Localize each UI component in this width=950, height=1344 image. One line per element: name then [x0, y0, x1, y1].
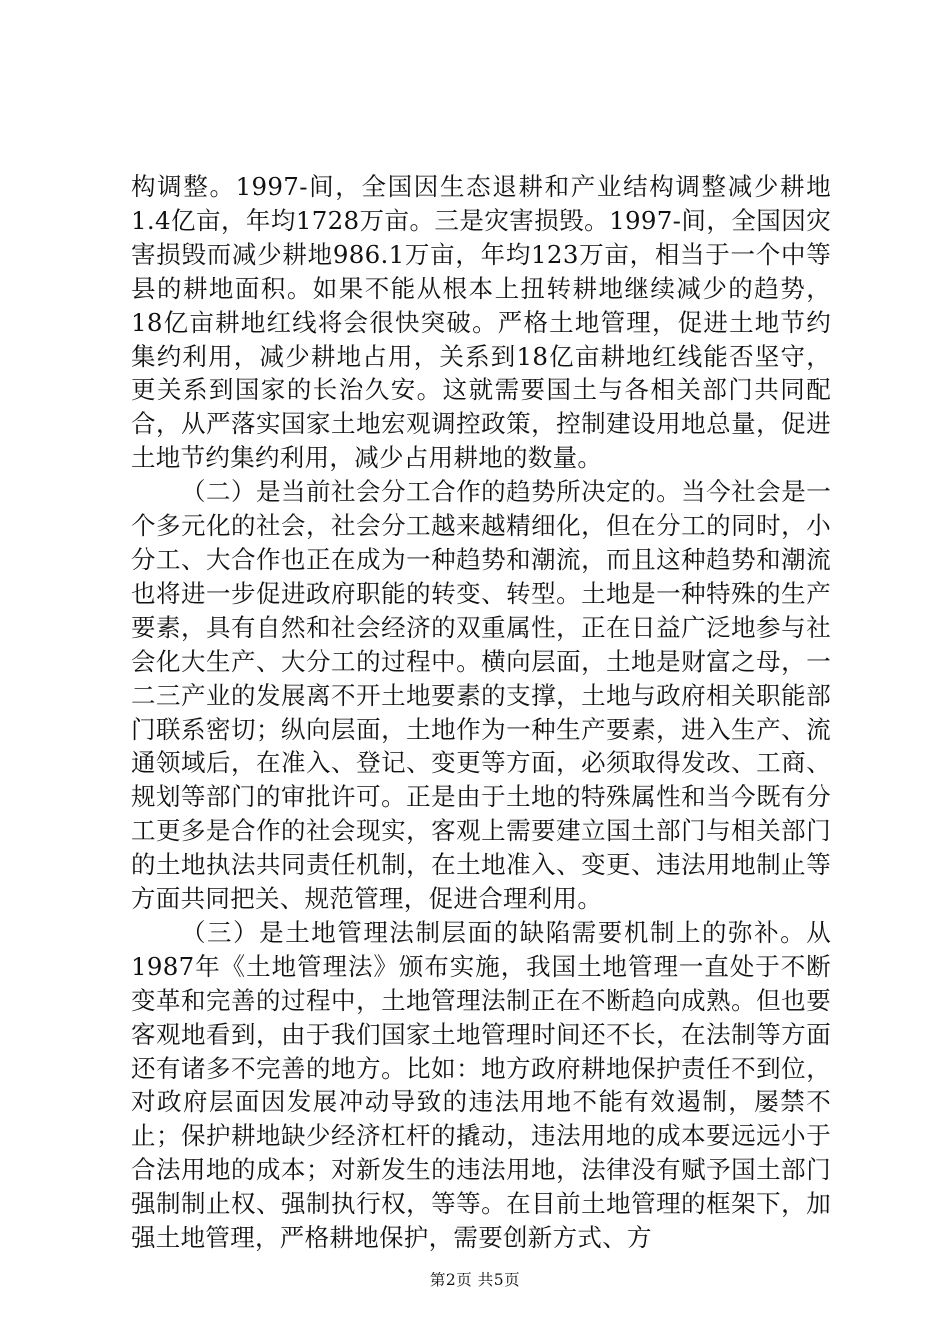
paragraph-1: 构调整。1997-间，全国因生态退耕和产业结构调整减少耕地1.4亿亩，年均1728万亩。三是灾害损毁。1997-间，全国因灾害损毁而减少耕地986.1万亩，年均123万亩，相当于一个中等县的耕地面积。如果不能从根本上扭转耕地继续减少的趋势，18亿亩耕地红线将会很快突破。严格土地管理，促进土地节约集约利用，减少耕地占用，关系到18亿亩耕地红线能否坚守，更关系到国家的长治久安。这就需要国土与各相关部门共同配合，从严落实国家土地宏观调控政策，控制建设用地总量，促进土地节约集约利用，减少占用耕地的数量。 [131, 172, 831, 473]
document-body [131, 170, 831, 1255]
page-footer: 第2页 共5页 [429, 1271, 521, 1289]
paragraph-2: （二）是当前社会分工合作的趋势所决定的。当今社会是一个多元化的社会，社会分工越来越精细化，但在分工的同时，小分工、大合作也正在成为一种趋势和潮流，而且这种趋势和潮流也将进一步促进政府职能的转变、转型。土地是一种特殊的生产要素，具有自然和社会经济的双重属性，正在日益广泛地参与社会化大生产、大分工的过程中。横向层面，土地是财富之母，一二三产业的发展离不开土地要素的支撑，土地与政府相关职能部门联系密切；纵向层面，土地作为一种生产要素，进入生产、流通领域后，在准入、登记、变更等方面，必须取得发改、工商、规划等部门的审批许可。正是由于土地的特殊属性和当今既有分工更多是合作的社会现实，客观上需要建立国土部门与相关部门的土地执法共同责任机制，在土地准入、变更、违法用地制止等方面共同把关、规范管理，促进合理利用。 [131, 477, 831, 914]
paragraph-3: （三）是土地管理法制层面的缺陷需要机制上的弥补。从1987年《土地管理法》颁布实施，我国土地管理一直处于不断变革和完善的过程中，土地管理法制正在不断趋向成熟。但也要客观地看到，由于我们国家土地管理时间还不长，在法制等方面还有诸多不完善的地方。比如：地方政府耕地保护责任不到位，对政府层面因发展冲动导致的违法用地不能有效遏制，屡禁不止；保护耕地缺少经济杠杆的撬动，违法用地的成本要远远小于合法用地的成本；对新发生的违法用地，法律没有赋予国土部门强制制止权、强制执行权，等等。在目前土地管理的框架下，加强土地管理，严格耕地保护，需要创新方式、方 [131, 917, 831, 1253]
